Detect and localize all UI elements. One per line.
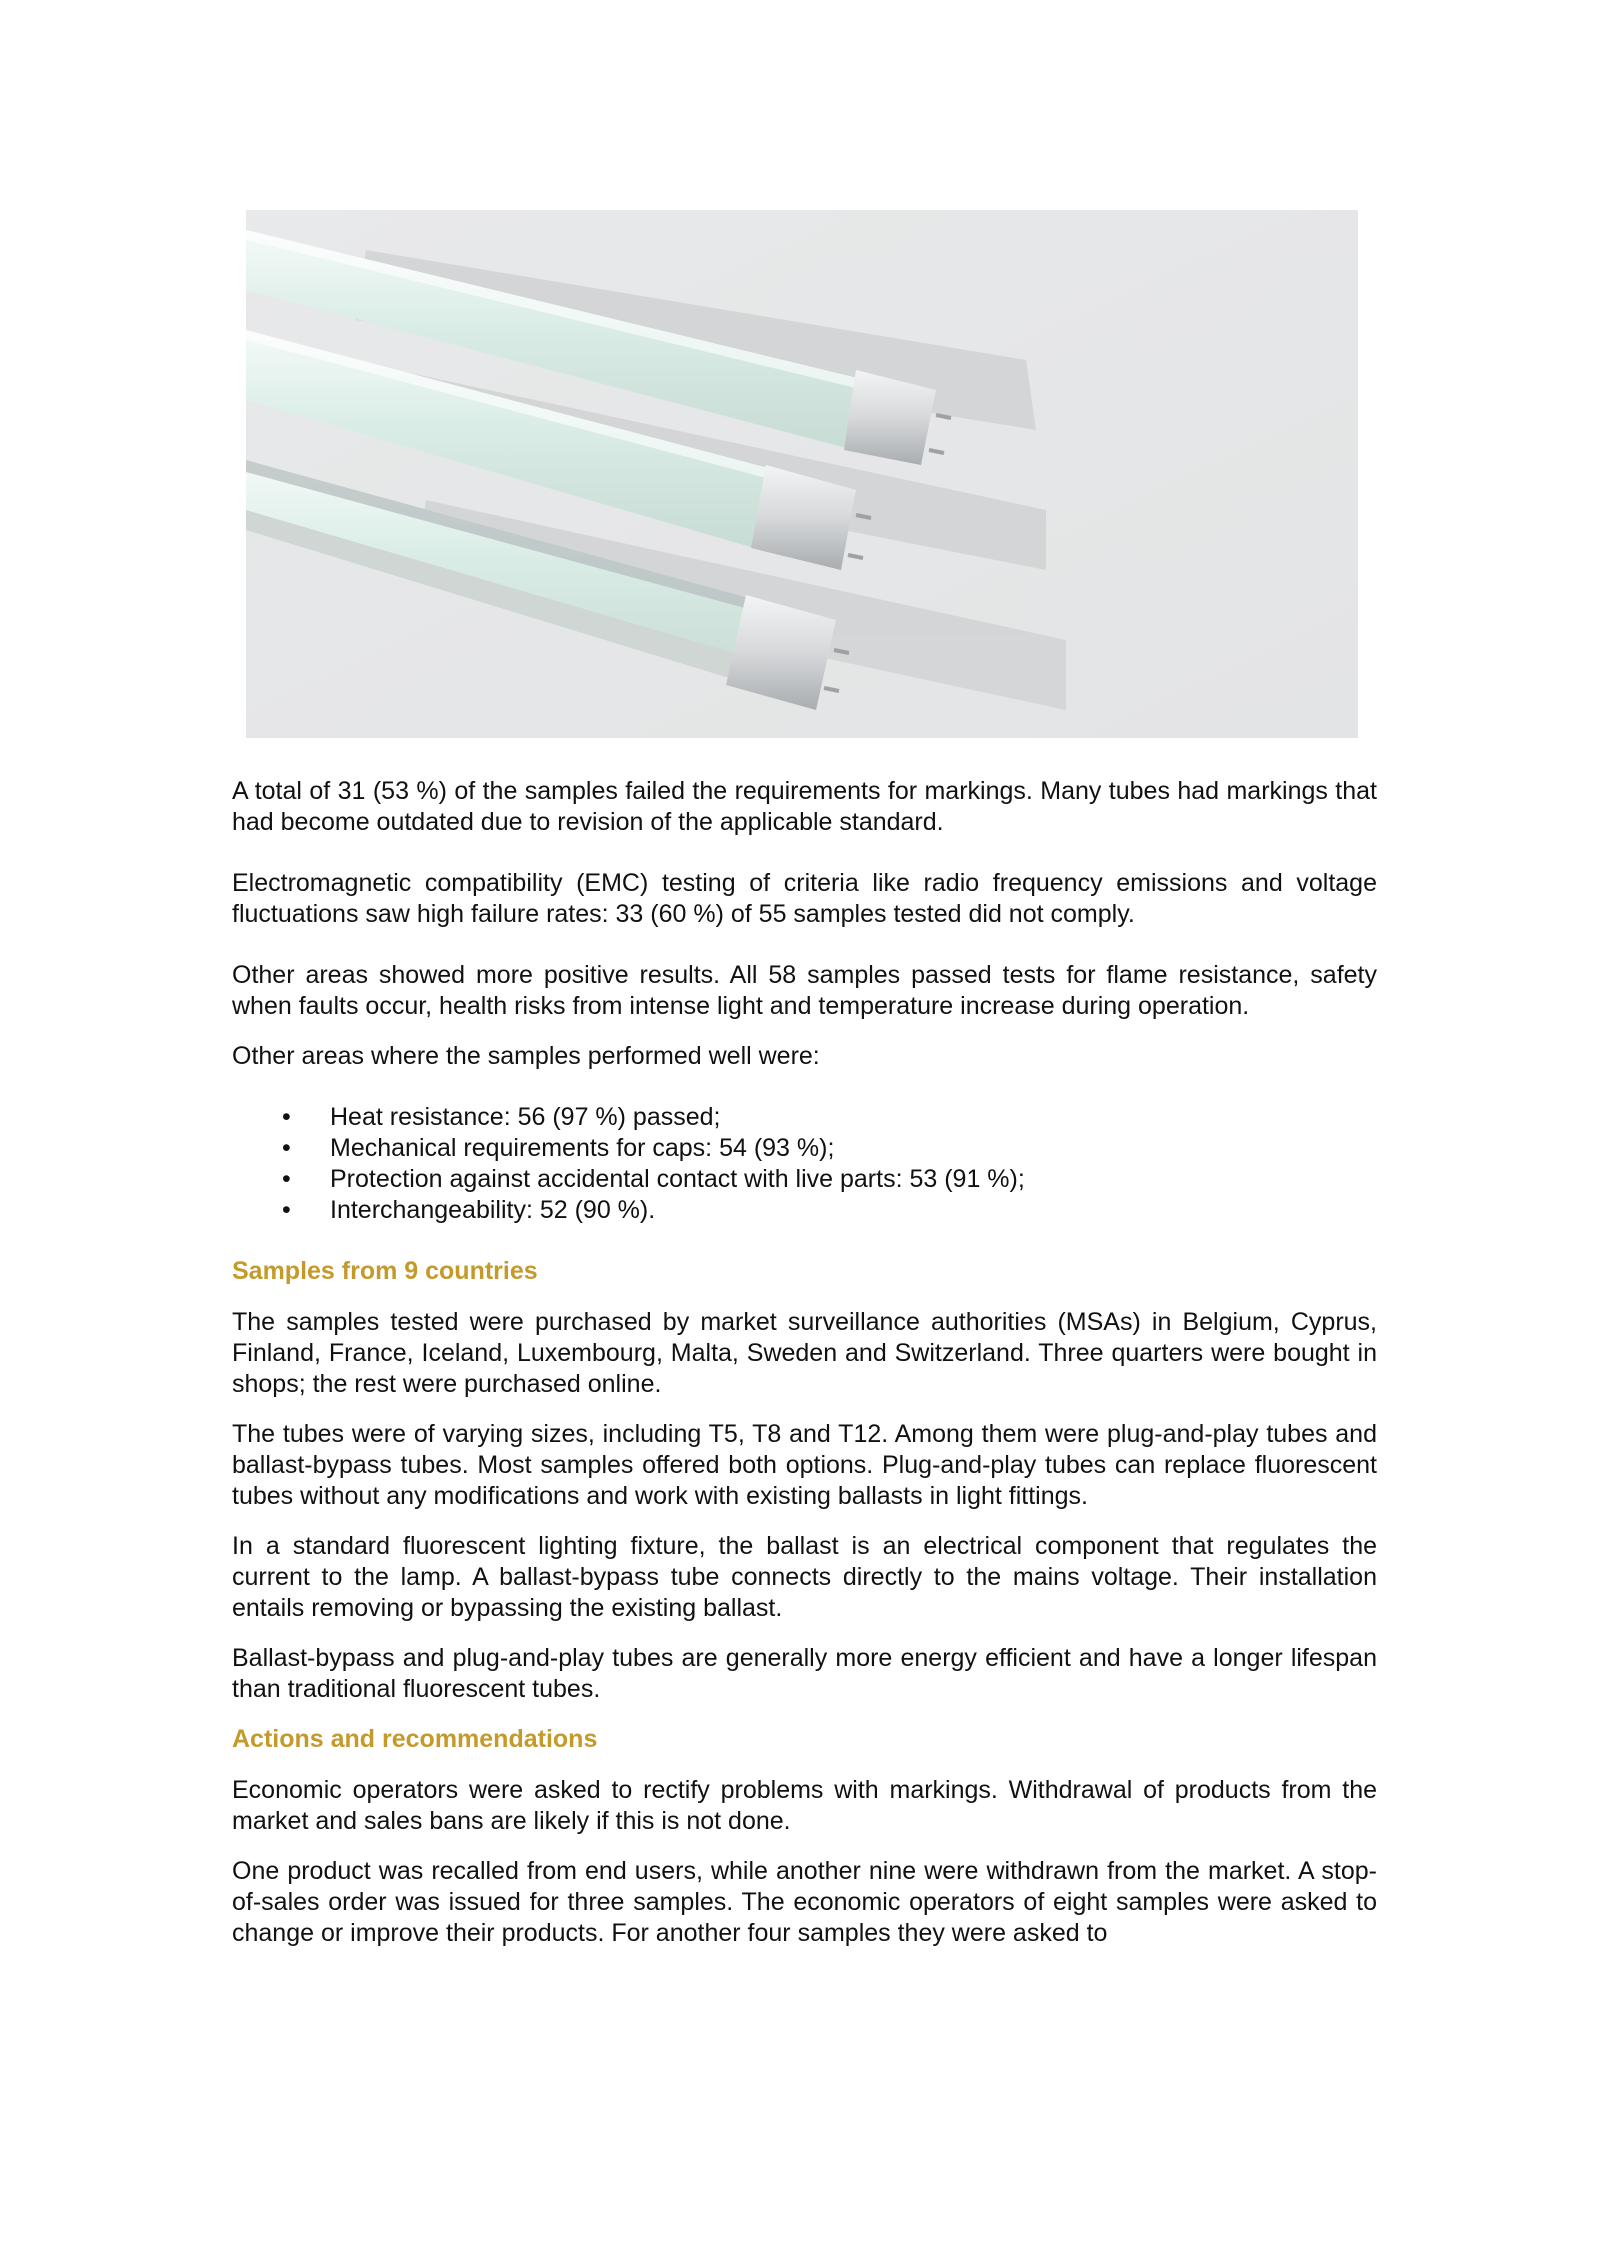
list-item: • Interchangeability: 52 (90 %). xyxy=(282,1196,656,1224)
led-tubes-photo xyxy=(246,210,1358,738)
results-list xyxy=(232,1102,1377,1226)
article-body xyxy=(232,776,1377,1968)
paragraph-recalls: One product was recalled from end users, while another nine were withdrawn from the market. A stop-of-sales order was issued for three samples. The economic operators of eight samples were asked to change or improve their products. For another four samples they were asked to xyxy=(232,1857,1377,1947)
list-item: • Protection against accidental contact with live parts: 53 (91 %); xyxy=(282,1165,1025,1193)
paragraph-ballast: In a standard fluorescent lighting fixture, the ballast is an electrical component that regulates the current to the lamp. A ballast-bypass tube connects directly to the mains voltage. Their installation entails removing or bypassing the existing ballast. xyxy=(232,1532,1377,1622)
bullet-icon: • xyxy=(282,1103,291,1131)
paragraph-performed-well: Other areas where the samples performed well were: xyxy=(232,1042,820,1070)
paragraph-purchase: The samples tested were purchased by market surveillance authorities (MSAs) in Belgium, Cyprus, Finland, France, Iceland, Luxembourg, Malta, Sweden and Switzerland. Three quarters were bought in shops; the rest were purchased online. xyxy=(232,1308,1377,1398)
list-item: • Heat resistance: 56 (97 %) passed; xyxy=(282,1103,721,1131)
bullet-icon: • xyxy=(282,1134,291,1162)
paragraph-efficiency: Ballast-bypass and plug-and-play tubes are generally more energy efficient and have a longer lifespan than traditional fluorescent tubes. xyxy=(232,1644,1377,1703)
bullet-icon: • xyxy=(282,1165,291,1193)
paragraph-positive-results: Other areas showed more positive results. All 58 samples passed tests for flame resistance, safety when faults occur, health risks from intense light and temperature increase during operation. xyxy=(232,961,1377,1020)
bullet-icon: • xyxy=(282,1196,291,1224)
paragraph-markings: A total of 31 (53 %) of the samples failed the requirements for markings. Many tubes had markings that had become outdated due to revision of the applicable standard. xyxy=(232,777,1377,836)
paragraph-tube-sizes: The tubes were of varying sizes, including T5, T8 and T12. Among them were plug-and-play tubes and ballast-bypass tubes. Most samples offered both options. Plug-and-play tubes can replace fluorescent tubes without any modifications and work with existing ballasts in light fittings. xyxy=(232,1420,1377,1510)
list-item: • Mechanical requirements for caps: 54 (93 %); xyxy=(282,1134,835,1162)
led-tubes-illustration xyxy=(246,210,1358,738)
heading-actions: Actions and recommendations xyxy=(232,1725,598,1753)
heading-samples-countries: Samples from 9 countries xyxy=(232,1257,538,1285)
paragraph-emc: Electromagnetic compatibility (EMC) testing of criteria like radio frequency emissions and voltage fluctuations saw high failure rates: 33 (60 %) of 55 samples tested did not comply. xyxy=(232,869,1377,928)
paragraph-economic-operators: Economic operators were asked to rectify problems with markings. Withdrawal of products from the market and sales bans are likely if this is not done. xyxy=(232,1776,1377,1835)
